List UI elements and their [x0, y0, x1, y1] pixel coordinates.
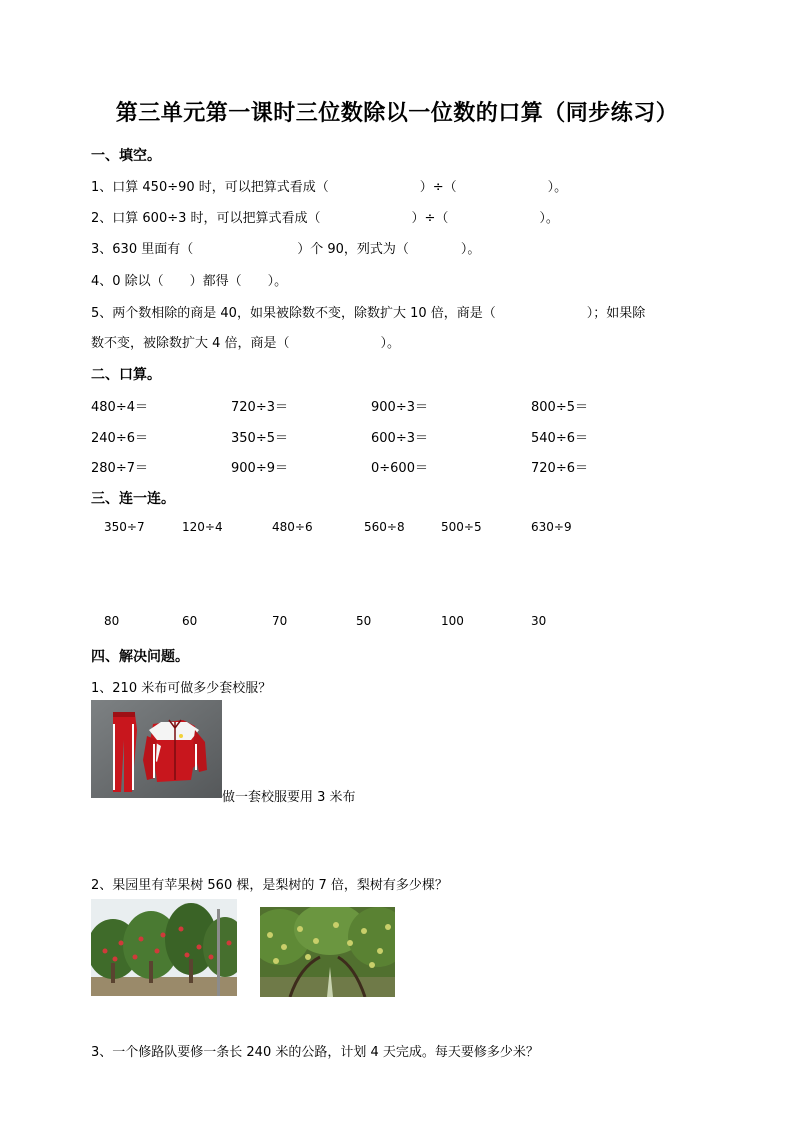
calc-item: 480÷4＝ — [91, 400, 148, 415]
calc-item: 800÷5＝ — [531, 400, 588, 415]
match-result: 100 — [441, 614, 464, 628]
calc-item: 350÷5＝ — [231, 431, 288, 446]
match-expression: 630÷9 — [531, 520, 572, 534]
calc-item: 240÷6＝ — [91, 431, 148, 446]
question-3: 3、630 里面有（ ）个 90，列式为（ ）。 — [91, 242, 481, 257]
calc-item: 720÷6＝ — [531, 461, 588, 476]
match-result: 70 — [272, 614, 288, 628]
question-4: 4、0 除以（ ）都得（ ）。 — [91, 274, 288, 289]
problem-3: 3、一个修路队要修一条长 240 米的公路，计划 4 天完成。每天要修多少米？ — [91, 1045, 539, 1060]
question-5-line-2: 数不变，被除数扩大 4 倍，商是（ ）。 — [91, 336, 401, 351]
match-expression: 120÷4 — [182, 520, 223, 534]
page-title: 第三单元第一课时三位数除以一位数的口算（同步练习） — [115, 100, 679, 126]
match-result: 60 — [182, 614, 198, 628]
question-2: 2、口算 600÷3 时，可以把算式看成（ ）÷（ ）。 — [91, 211, 559, 226]
pear-orchard-photo — [260, 907, 395, 997]
calc-item: 0÷600＝ — [371, 461, 428, 476]
calc-item: 900÷9＝ — [231, 461, 288, 476]
match-expression: 500÷5 — [441, 520, 482, 534]
apple-orchard-photo — [91, 899, 237, 996]
calc-item: 720÷3＝ — [231, 400, 288, 415]
section-heading-match: 三、连一连。 — [91, 491, 175, 507]
calc-item: 900÷3＝ — [371, 400, 428, 415]
problem-1: 1、210 米布可做多少套校服？ — [91, 681, 272, 696]
question-1: 1、口算 450÷90 时，可以把算式看成（ ）÷（ ）。 — [91, 180, 568, 195]
match-result: 50 — [356, 614, 372, 628]
match-expression: 560÷8 — [364, 520, 405, 534]
calc-item: 600÷3＝ — [371, 431, 428, 446]
question-5-line-1: 5、两个数相除的商是 40，如果被除数不变，除数扩大 10 倍，商是（ ）；如果除 — [91, 306, 646, 321]
match-result: 80 — [104, 614, 120, 628]
problem-2: 2、果园里有苹果树 560 棵，是梨树的 7 倍，梨树有多少棵？ — [91, 878, 448, 893]
section-heading-word-problems: 四、解决问题。 — [91, 649, 189, 665]
calc-item: 540÷6＝ — [531, 431, 588, 446]
uniform-caption: 做一套校服要用 3 米布 — [222, 790, 356, 805]
section-heading-mental-math: 二、口算。 — [91, 367, 161, 383]
match-expression: 480÷6 — [272, 520, 313, 534]
school-uniform-photo — [91, 700, 222, 798]
section-heading-fill-blanks: 一、填空。 — [91, 148, 161, 164]
calc-item: 280÷7＝ — [91, 461, 148, 476]
match-expression: 350÷7 — [104, 520, 145, 534]
match-result: 30 — [531, 614, 547, 628]
